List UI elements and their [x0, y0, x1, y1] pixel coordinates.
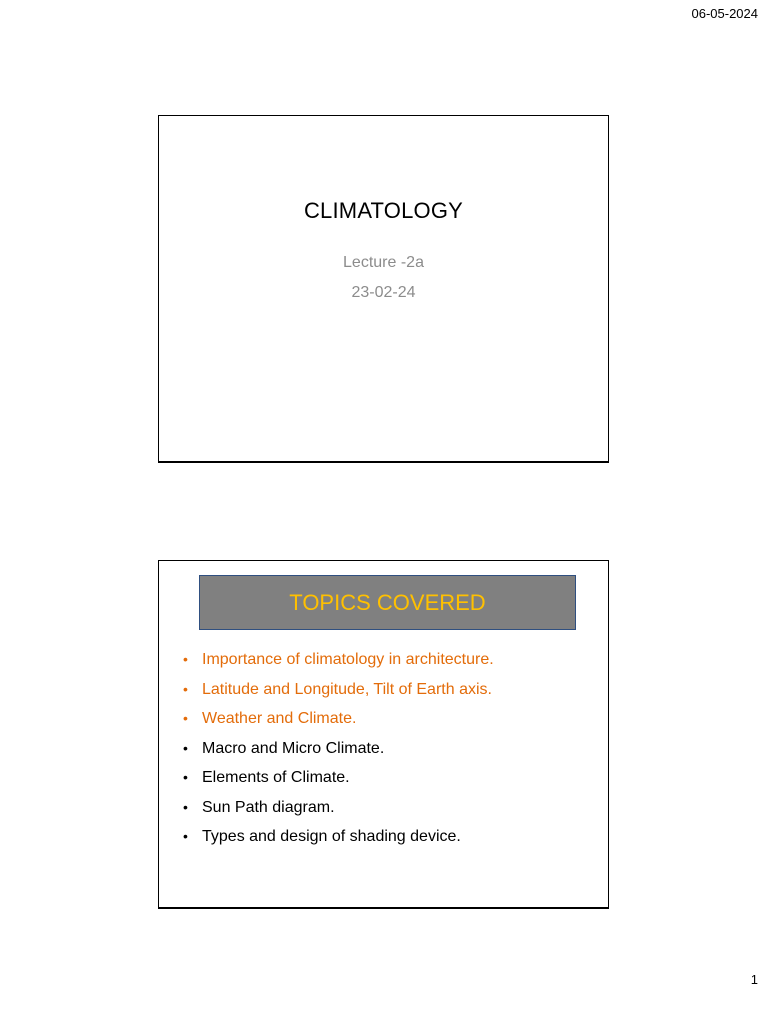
topic-text: Weather and Climate.	[202, 710, 357, 727]
topic-text: Importance of climatology in architecture.	[202, 651, 494, 668]
topic-text: Types and design of shading device.	[202, 828, 461, 845]
topic-item	[183, 763, 494, 793]
topic-item	[183, 704, 494, 734]
lecture-date: 23-02-24	[351, 284, 416, 301]
topic-text: Sun Path diagram.	[202, 798, 335, 816]
topic-text: Macro and Micro Climate.	[202, 739, 385, 757]
topic-item	[183, 645, 494, 675]
topics-list	[183, 645, 494, 852]
topic-item	[183, 734, 494, 764]
topic-item	[183, 675, 494, 705]
topic-item	[183, 822, 494, 852]
bullet-icon: •	[183, 828, 188, 844]
title-slide	[158, 115, 609, 463]
bullet-icon: •	[183, 680, 188, 697]
page-date: 06-05-2024	[691, 6, 758, 21]
topics-header: TOPICS COVERED	[199, 575, 576, 630]
bullet-icon: •	[183, 798, 188, 815]
topic-text: Elements of Climate.	[202, 769, 350, 786]
topic-item	[183, 793, 494, 823]
lecture-label: Lecture -2a	[343, 254, 424, 271]
bullet-icon: •	[183, 739, 188, 756]
bullet-icon: •	[183, 651, 188, 667]
topic-text: Latitude and Longitude, Tilt of Earth axis.	[202, 680, 492, 698]
bullet-icon: •	[183, 769, 188, 785]
page-number: 1	[750, 972, 758, 987]
slide-title: CLIMATOLOGY	[303, 198, 464, 223]
bullet-icon: •	[183, 710, 188, 726]
topics-slide	[158, 560, 609, 909]
